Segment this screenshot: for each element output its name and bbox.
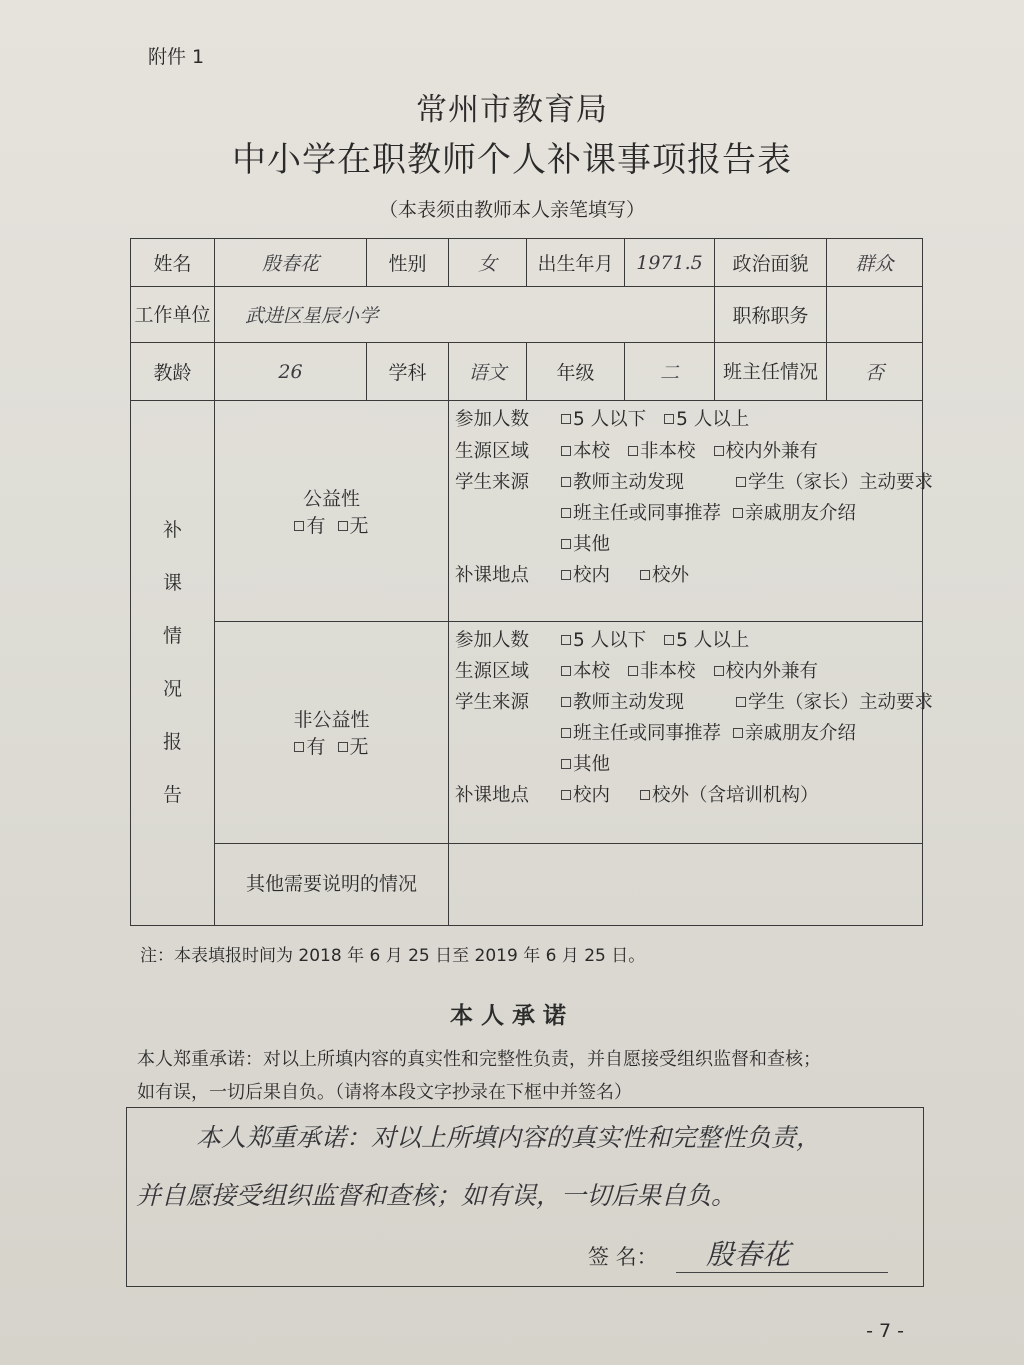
count-label: 参加人数 [455, 629, 530, 651]
signature-label: 签 名： [588, 1245, 658, 1269]
source-option-checkbox[interactable]: 班主任或同事推荐 [561, 499, 721, 525]
homeroom-label: 班主任情况 [715, 343, 827, 401]
region-option-checkbox[interactable]: 非本校 [628, 657, 696, 683]
place-option-checkbox[interactable]: 校内 [561, 561, 610, 587]
politics-label: 政治面貌 [715, 239, 827, 287]
section-char: 报 [162, 731, 182, 754]
grade-label: 年级 [527, 343, 625, 401]
source-option-checkbox[interactable]: 学生（家长）主动要求 [736, 468, 933, 494]
politics-value[interactable]: 群众 [827, 239, 923, 287]
source-label: 学生来源 [455, 472, 530, 494]
count-option-checkbox[interactable]: 5 人以上 [664, 405, 749, 431]
teach-years-label: 教龄 [131, 343, 215, 401]
nonpublic-options-cell [449, 621, 934, 843]
region-option-checkbox[interactable]: 非本校 [628, 437, 696, 463]
public-no-checkbox[interactable] [338, 515, 369, 537]
birth-label: 出生年月 [527, 239, 625, 287]
source-option-checkbox[interactable]: 教师主动发现 [561, 468, 684, 494]
attachment-label: 附件 1 [148, 46, 205, 68]
public-options-cell [449, 401, 934, 621]
source-option-checkbox[interactable]: 教师主动发现 [561, 688, 684, 714]
section-label [131, 401, 215, 926]
work-unit-value[interactable]: 武进区星辰小学 [215, 287, 715, 343]
count-option-checkbox[interactable]: 5 人以上 [664, 626, 749, 652]
region-label: 生源区域 [455, 441, 530, 463]
form-note: 注：本表填报时间为 2018 年 6 月 25 日至 2019 年 6 月 25 日。 [140, 946, 646, 966]
form-subtitle: （本表须由教师本人亲笔填写） [378, 199, 645, 221]
nonpublic-no-checkbox[interactable] [338, 736, 369, 758]
teach-years-value[interactable]: 26 [215, 343, 367, 401]
section-char: 告 [162, 784, 182, 807]
page-number: - 7 - [866, 1320, 904, 1342]
grade-value[interactable]: 二 [625, 343, 715, 401]
source-option-checkbox[interactable]: 班主任或同事推荐 [561, 719, 721, 745]
signature-value[interactable]: 殷春花 [706, 1238, 791, 1271]
subject-label: 学科 [367, 343, 449, 401]
nonpublic-yes-label: 有 [306, 736, 326, 759]
title-post-label: 职称职务 [715, 287, 827, 343]
nonpublic-type-cell [215, 621, 449, 843]
report-form-table [130, 238, 934, 926]
subject-value[interactable]: 语文 [449, 343, 527, 401]
source-option-checkbox[interactable]: 其他 [561, 530, 610, 556]
gender-label: 性别 [367, 239, 449, 287]
public-type-cell [215, 401, 449, 621]
nonpublic-no-label: 无 [349, 736, 369, 759]
birth-value[interactable]: 1971.5 [625, 239, 715, 287]
section-char: 情 [162, 625, 182, 648]
place-option-checkbox[interactable]: 校外 [640, 561, 689, 587]
public-yes-checkbox[interactable] [294, 515, 325, 537]
place-label: 补课地点 [455, 784, 530, 806]
nonpublic-yes-checkbox[interactable] [294, 736, 325, 758]
place-label: 补课地点 [455, 565, 530, 587]
other-value[interactable] [449, 843, 923, 925]
public-type-label: 公益性 [302, 487, 360, 510]
promise-title: 本人承诺 [450, 1003, 574, 1029]
public-no-label: 无 [349, 514, 369, 537]
region-option-checkbox[interactable]: 本校 [561, 437, 610, 463]
source-option-checkbox[interactable]: 亲戚朋友介绍 [733, 719, 856, 745]
section-char: 补 [162, 519, 182, 542]
region-option-checkbox[interactable]: 本校 [561, 657, 610, 683]
gender-value[interactable]: 女 [449, 239, 527, 287]
work-unit-label: 工作单位 [131, 287, 215, 343]
promise-text-line2: 如有误，一切后果自负。（请将本段文字抄录在下框中并签名） [137, 1082, 632, 1103]
other-label: 其他需要说明的情况 [215, 843, 449, 925]
region-label: 生源区域 [455, 660, 530, 682]
form-title: 中小学在职教师个人补课事项报告表 [232, 140, 792, 180]
source-option-checkbox[interactable]: 学生（家长）主动要求 [736, 688, 933, 714]
source-label: 学生来源 [455, 691, 530, 713]
public-yes-label: 有 [306, 514, 326, 537]
section-char: 课 [162, 572, 182, 595]
title-post-value[interactable] [827, 287, 923, 343]
count-label: 参加人数 [455, 409, 530, 431]
count-option-checkbox[interactable]: 5 人以下 [561, 405, 646, 431]
handwritten-promise-line1: 本人郑重承诺：对以上所填内容的真实性和完整性负责， [196, 1123, 822, 1152]
source-option-checkbox[interactable]: 亲戚朋友介绍 [733, 499, 856, 525]
region-option-checkbox[interactable]: 校内外兼有 [714, 657, 819, 683]
count-option-checkbox[interactable]: 5 人以下 [561, 626, 646, 652]
source-option-checkbox[interactable]: 其他 [561, 750, 610, 776]
nonpublic-type-label: 非公益性 [293, 709, 370, 732]
section-char: 况 [162, 678, 182, 701]
handwritten-promise-line2: 并自愿接受组织监督和查核；如有误，一切后果自负。 [136, 1181, 737, 1210]
issuer-title: 常州市教育局 [416, 92, 608, 128]
place-option-checkbox[interactable]: 校内 [561, 781, 610, 807]
signature-line [676, 1272, 888, 1273]
homeroom-value[interactable]: 否 [827, 343, 923, 401]
place-option-checkbox[interactable]: 校外（含培训机构） [640, 781, 819, 807]
region-option-checkbox[interactable]: 校内外兼有 [714, 437, 819, 463]
promise-text-line1: 本人郑重承诺：对以上所填内容的真实性和完整性负责，并自愿接受组织监督和查核； [137, 1049, 821, 1070]
name-label: 姓名 [131, 239, 215, 287]
name-value[interactable]: 殷春花 [215, 239, 367, 287]
